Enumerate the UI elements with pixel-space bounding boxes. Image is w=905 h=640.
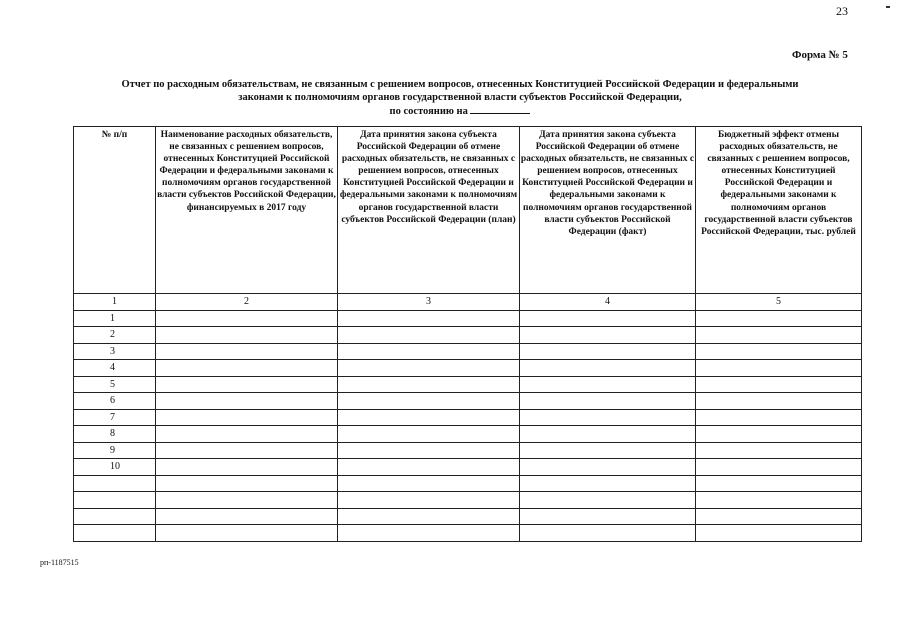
- header-cell: № п/п: [74, 127, 156, 294]
- table-cell: [696, 525, 862, 542]
- row-number: 7: [74, 409, 156, 426]
- table-cell: [696, 360, 862, 377]
- row-number: 4: [74, 360, 156, 377]
- title-line-2: законами к полномочиям органов государственной власти субъектов Российской Федерации,: [238, 92, 682, 103]
- row-number: 6: [74, 393, 156, 410]
- column-number: 3: [338, 294, 520, 311]
- table-row: [74, 475, 862, 492]
- table-cell: [520, 492, 696, 509]
- table-cell: [338, 343, 520, 360]
- header-cell: Бюджетный эффект отмены расходных обязательств, не связанных с решением вопросов, отнесенных Конституцией Российской Федерации и федеральными законами к полномочиям органов государственной власти субъектов Российской Федерации, тыс. рублей: [696, 127, 862, 294]
- table-row: [74, 426, 862, 443]
- table-row: [74, 360, 862, 377]
- header-cell: Наименование расходных обязательств, не связанных с решением вопросов, отнесенных Конституцией Российской Федерации и федеральными законами к полномочиям органов государственной власти субъектов Российской Федерации, финансируемых в 2017 году: [156, 127, 338, 294]
- table-cell: [156, 409, 338, 426]
- table-cell: [156, 442, 338, 459]
- table-cell: [520, 393, 696, 410]
- table-cell: [696, 459, 862, 476]
- row-number: [74, 475, 156, 492]
- column-number: 4: [520, 294, 696, 311]
- table-cell: [156, 393, 338, 410]
- table-cell: [156, 376, 338, 393]
- table-cell: [520, 459, 696, 476]
- table-cell: [338, 459, 520, 476]
- table-cell: [696, 475, 862, 492]
- column-number-row: [74, 294, 862, 311]
- table-cell: [520, 376, 696, 393]
- table-cell: [696, 327, 862, 344]
- table-cell: [156, 459, 338, 476]
- table-cell: [156, 508, 338, 525]
- row-number: [74, 508, 156, 525]
- column-number: 2: [156, 294, 338, 311]
- row-number: [74, 525, 156, 542]
- table-cell: [696, 409, 862, 426]
- title-as-of: по состоянию на: [389, 106, 468, 117]
- row-number: 2: [74, 327, 156, 344]
- form-label: Форма № 5: [792, 49, 848, 61]
- table-cell: [520, 343, 696, 360]
- table-row: [74, 343, 862, 360]
- table-cell: [520, 310, 696, 327]
- table-cell: [520, 525, 696, 542]
- table-cell: [696, 442, 862, 459]
- table-row: [74, 409, 862, 426]
- table-row: [74, 525, 862, 542]
- table-row: [74, 393, 862, 410]
- row-number: 10: [74, 459, 156, 476]
- row-number: 5: [74, 376, 156, 393]
- title-line-1: Отчет по расходным обязательствам, не связанным с решением вопросов, отнесенных Конституцией Российской Федерации и федеральными: [121, 79, 799, 90]
- table-cell: [338, 310, 520, 327]
- row-number: 9: [74, 442, 156, 459]
- row-number: 1: [74, 310, 156, 327]
- table-row: [74, 327, 862, 344]
- table-body: [74, 294, 862, 542]
- table-cell: [156, 475, 338, 492]
- table-cell: [338, 409, 520, 426]
- table-row: [74, 508, 862, 525]
- row-number: 3: [74, 343, 156, 360]
- table-cell: [156, 310, 338, 327]
- title-line-3: [40, 104, 880, 118]
- date-blank: [470, 104, 530, 114]
- table-cell: [338, 442, 520, 459]
- table-cell: [156, 360, 338, 377]
- table-cell: [520, 442, 696, 459]
- report-table: [73, 126, 862, 542]
- table-cell: [696, 376, 862, 393]
- column-number: 1: [74, 294, 156, 311]
- table-cell: [520, 327, 696, 344]
- header-cell: Дата принятия закона субъекта Российской Федерации об отмене расходных обязательств, не связанных с решением вопросов, отнесенных Конституцией Российской Федерации и федеральными законами к полномочиям органов государственной власти субъектов Российской Федерации (факт): [520, 127, 696, 294]
- table-cell: [156, 492, 338, 509]
- table-cell: [696, 426, 862, 443]
- table-cell: [520, 409, 696, 426]
- table-cell: [696, 310, 862, 327]
- table-cell: [338, 475, 520, 492]
- table-row: [74, 492, 862, 509]
- table-cell: [338, 360, 520, 377]
- table-cell: [520, 508, 696, 525]
- table-row: [74, 442, 862, 459]
- report-title: [40, 78, 880, 118]
- table-cell: [156, 525, 338, 542]
- table-cell: [338, 393, 520, 410]
- page-number: 23: [836, 4, 848, 18]
- column-number: 5: [696, 294, 862, 311]
- table-cell: [338, 327, 520, 344]
- table-cell: [696, 492, 862, 509]
- table-row: [74, 376, 862, 393]
- table-row: [74, 310, 862, 327]
- table-cell: [156, 426, 338, 443]
- table-cell: [338, 525, 520, 542]
- table-cell: [696, 393, 862, 410]
- header-row: [74, 127, 862, 294]
- table-row: [74, 459, 862, 476]
- row-number: [74, 492, 156, 509]
- table-cell: [520, 475, 696, 492]
- header-cell: Дата принятия закона субъекта Российской Федерации об отмене расходных обязательств, не связанных с решением вопросов, отнесенных Конституцией Российской Федерации и федеральными законами к полномочиям органов государственной власти субъектов Российской Федерации (план): [338, 127, 520, 294]
- table-cell: [338, 426, 520, 443]
- table-cell: [696, 508, 862, 525]
- table-cell: [156, 343, 338, 360]
- corner-mark: [886, 6, 890, 8]
- row-number: 8: [74, 426, 156, 443]
- table-cell: [338, 492, 520, 509]
- table-cell: [338, 508, 520, 525]
- document-code: рп-1187515: [40, 558, 79, 567]
- table-cell: [520, 426, 696, 443]
- table-cell: [156, 327, 338, 344]
- table-cell: [338, 376, 520, 393]
- table-cell: [696, 343, 862, 360]
- table-cell: [520, 360, 696, 377]
